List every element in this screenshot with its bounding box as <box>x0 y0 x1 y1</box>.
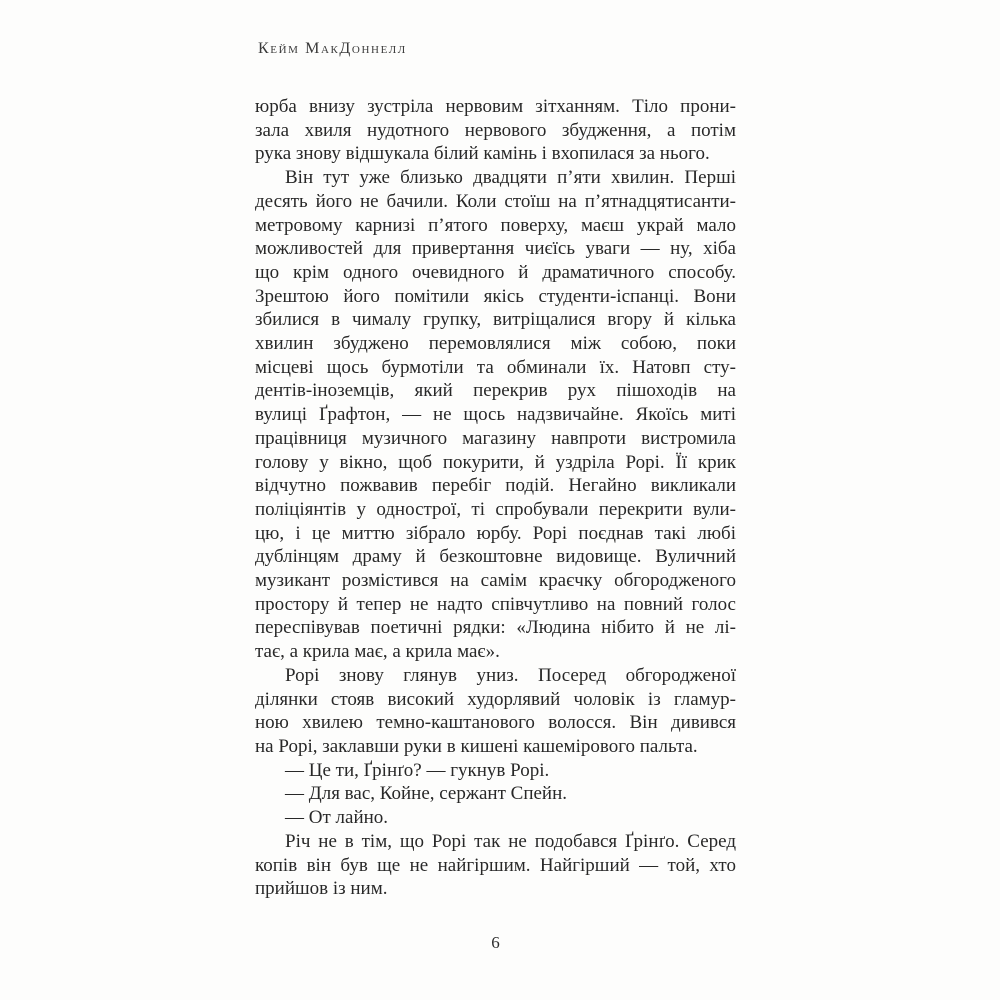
text-line: Зрештою його помітили якісь студенти-іспанці. Вони <box>255 285 736 307</box>
text-line: на Рорі, заклавши руки в кишені кашемірового пальта. <box>255 735 698 757</box>
text-line: копів він був ще не найгіршим. Найгірший — той, хто <box>255 854 736 876</box>
text-line: Рорі знову глянув униз. Посеред обгородженої <box>285 664 736 686</box>
paragraph <box>255 782 736 806</box>
text-line: переспівував поетичні рядки: «Людина нібито й не лі- <box>255 617 736 639</box>
body-text <box>255 95 736 901</box>
paragraph <box>255 830 736 901</box>
text-line: — От лайно. <box>285 807 389 829</box>
text-line: ділянки стояв високий худорлявий чоловік із гламур- <box>255 688 736 710</box>
text-line: метровому карнизі п’ятого поверху, маєш украй мало <box>255 214 736 236</box>
paragraph <box>255 806 736 830</box>
text-line: десять його не бачили. Коли стоїш на п’ятнадцятисанти- <box>255 190 736 212</box>
text-line: вулиці Ґрафтон, — не щось надзвичайне. Якоїсь миті <box>255 404 736 426</box>
text-line: Він тут уже близько двадцяти п’яти хвилин. Перші <box>285 167 736 189</box>
text-line: голову у вікно, щоб покурити, й уздріла Рорі. Її крик <box>255 451 736 473</box>
text-line: відчутно пожвавив перебіг подій. Негайно викликали <box>255 475 736 497</box>
text-line: юрба внизу зустріла нервовим зітханням. Тіло прони- <box>255 96 736 117</box>
text-line: — Це ти, Ґрінґо? — гукнув Рорі. <box>285 759 550 781</box>
text-line: рука знову відшукала білий камінь і вхопилася за нього. <box>255 143 710 165</box>
text-line: можливостей для привертання чиєїсь уваги — ну, хіба <box>255 238 736 260</box>
text-line: простору й тепер не надто співчутливо на повний голос <box>255 593 736 615</box>
text-line: хвилин збуджено перемовлялися між собою, поки <box>255 333 736 355</box>
paragraph <box>255 95 736 166</box>
text-line: музикант розмістився на самім краєчку обгородженого <box>255 570 736 592</box>
text-line: прийшов із ним. <box>255 878 388 900</box>
paragraph <box>255 166 736 664</box>
paragraph <box>255 759 736 783</box>
text-line: збилися в чималу групку, витріщалися вгору й кілька <box>255 309 736 331</box>
text-line: ною хвилею темно-каштанового волосся. Він дивився <box>255 712 736 734</box>
text-line: Річ не в тім, що Рорі так не подобався Ґрінґо. Серед <box>285 830 736 852</box>
text-line: працівниця музичного магазину навпроти вистромила <box>255 427 736 449</box>
text-line: — Для вас, Койне, сержант Спейн. <box>285 783 568 805</box>
text-line: зала хвиля нудотного нервового збудження, а потім <box>255 119 736 141</box>
paragraph <box>255 664 736 759</box>
text-line: тає, а крила має, а крила має». <box>255 641 500 663</box>
text-line: дентів-іноземців, який перекрив рух пішоходів на <box>255 380 736 402</box>
text-line: цю, і це миттю зібрало юрбу. Рорі поєднав такі любі <box>255 522 736 544</box>
text-line: дублінцям драму й безкоштовне видовище. Вуличний <box>255 546 736 568</box>
text-line: поліціянтів у однострої, ті спробували перекрити вули- <box>255 498 736 520</box>
text-line: що крім одного очевидного й драматичного способу. <box>255 261 736 283</box>
running-header-author: Кейм МакДоннелл <box>258 40 407 57</box>
page-number: 6 <box>491 933 500 952</box>
text-line: місцеві щось бурмотіли та обминали їх. Натовп сту- <box>255 356 736 378</box>
